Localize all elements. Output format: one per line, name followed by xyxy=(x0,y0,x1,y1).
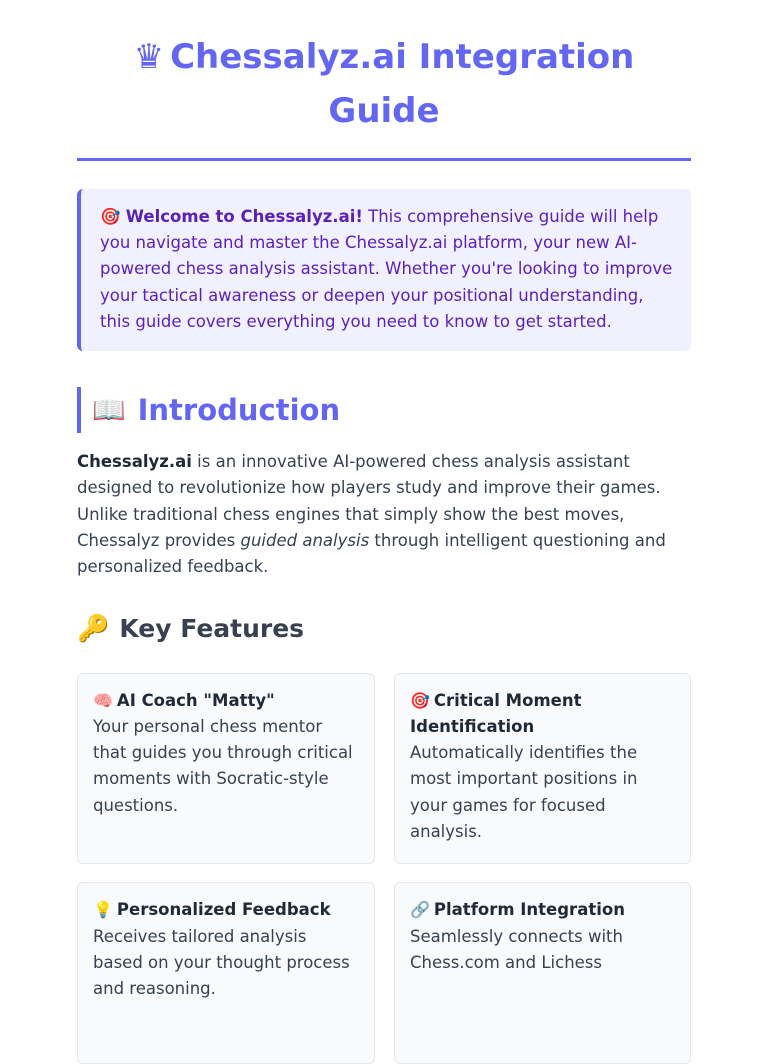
intro-emphasis: guided analysis xyxy=(241,531,370,550)
introduction-heading-text: Introduction xyxy=(138,393,341,427)
feature-title: Personalized Feedback xyxy=(117,900,331,919)
features-grid xyxy=(77,673,691,1064)
welcome-text: This comprehensive guide will help you navigate and master the Chessalyz.ai platform, your new AI-powered chess analysis assistant. Whether you're looking to improve your tactical awareness or deepen your positional understanding, this guide covers everything you need to know to get started. xyxy=(100,207,672,331)
key-features-heading xyxy=(77,611,691,647)
feature-title: Platform Integration xyxy=(434,900,625,919)
guide-page xyxy=(77,0,691,1064)
target-icon: 🎯 xyxy=(100,207,121,226)
target-icon: 🎯 xyxy=(410,691,430,710)
page-title-text: Chessalyz.ai Integration Guide xyxy=(170,37,634,131)
feature-card-ai-coach xyxy=(77,673,375,865)
page-title xyxy=(77,30,691,161)
feature-text: Your personal chess mentor that guides you through critical moments with Socratic-style questions. xyxy=(93,717,353,815)
open-book-icon: 📖 xyxy=(92,394,126,426)
intro-text-2: through intelligent questioning and personalized feedback. xyxy=(77,531,666,576)
feature-card-critical-moment xyxy=(394,673,691,865)
feature-text: Receives tailored analysis based on your thought process and reasoning. xyxy=(93,927,350,999)
introduction-paragraph xyxy=(77,449,691,580)
lightbulb-icon: 💡 xyxy=(93,900,113,919)
feature-title: Critical Moment Identification xyxy=(410,691,581,736)
brain-icon: 🧠 xyxy=(93,691,113,710)
feature-text: Seamlessly connects with Chess.com and Lichess xyxy=(410,927,623,972)
welcome-callout xyxy=(77,189,691,351)
feature-title: AI Coach "Matty" xyxy=(117,691,275,710)
introduction-heading xyxy=(77,387,691,433)
feature-text: Automatically identifies the most important positions in your games for focused analysis. xyxy=(410,743,637,841)
feature-card-personalized-feedback xyxy=(77,882,375,1064)
intro-text-1: is an innovative AI-powered chess analysis assistant designed to revolutionize how players study and improve their games. Unlike traditional chess engines that simply show the best moves, Chessalyz provides xyxy=(77,452,661,550)
link-icon: 🔗 xyxy=(410,900,430,919)
intro-brand: Chessalyz.ai xyxy=(77,452,192,471)
key-icon: 🔑 xyxy=(77,614,109,644)
feature-card-platform-integration xyxy=(394,882,691,1064)
crown-icon: ♛ xyxy=(134,37,164,77)
key-features-heading-text: Key Features xyxy=(119,614,304,643)
welcome-lead: Welcome to Chessalyz.ai! xyxy=(126,207,363,226)
